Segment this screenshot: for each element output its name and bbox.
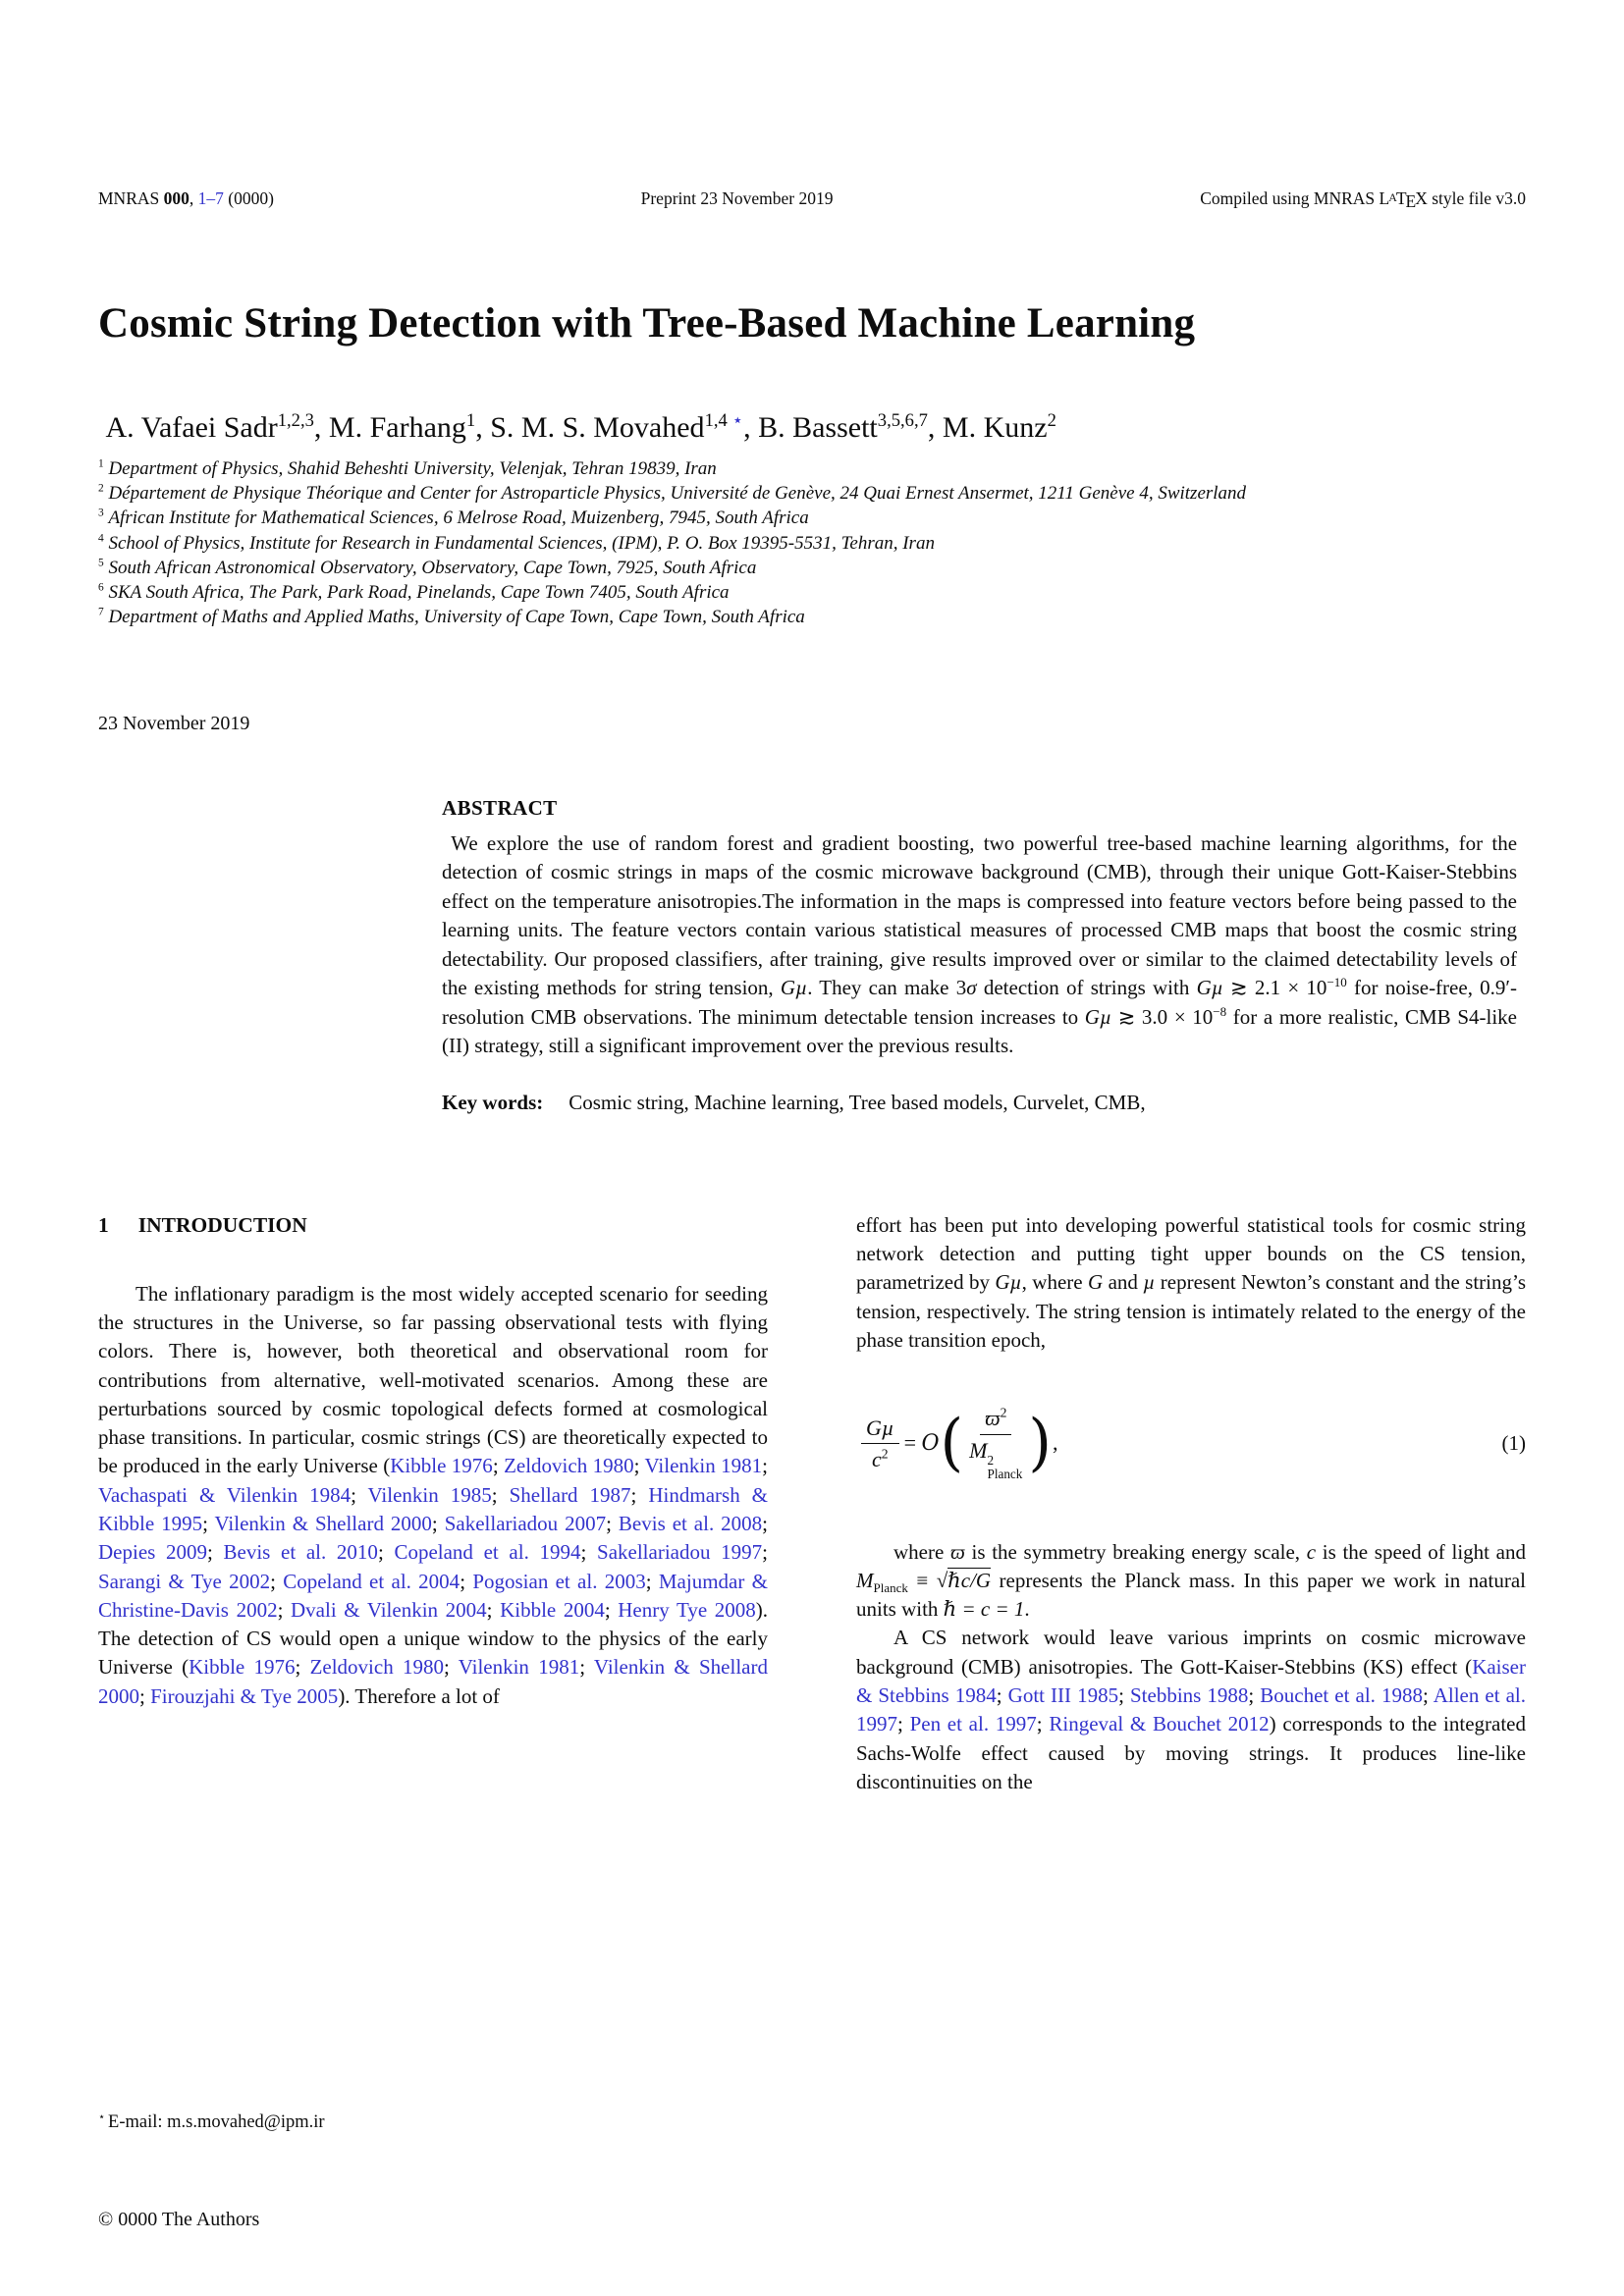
citation-link[interactable]: Kaiser & Stebbins 1984 bbox=[856, 1654, 1532, 1707]
column-left bbox=[98, 1211, 774, 1796]
intro-paragraph-right-3: A CS network would leave various imprints on cosmic microwave background (CMB) anisotropies. The Gott-Kaiser-Stebbins (KS) effect (Kaiser & Stebbins 1984; Gott III 1985; Stebbins 1988; Bouchet et al. 1988; Allen et al. 1997; Pen et al. 1997; Ringeval & Bouchet 2012) corresponds to the integrated Sachs-Wolfe effect caused by moving strings. It produces line-like discontinuities on the bbox=[856, 1626, 1532, 1793]
citation-link[interactable]: Vilenkin & Shellard 2000 bbox=[214, 1511, 432, 1535]
equation-body bbox=[856, 1402, 1058, 1484]
affiliations-list bbox=[98, 456, 1257, 630]
page-title: Cosmic String Detection with Tree-Based Machine Learning bbox=[98, 300, 1196, 347]
intro-paragraph-right-2: where ϖ is the symmetry breaking energy scale, c is the speed of light and $M_{Planck}$ ≡ √ℏc/G represents the Planck mass. In this paper we work in natural units with ℏ = c = 1. bbox=[856, 1539, 1532, 1622]
citation-link[interactable]: Hindmarsh & Kibble 1995 bbox=[98, 1482, 774, 1535]
citation-link[interactable]: Zeldovich 1980 bbox=[504, 1454, 634, 1478]
intro-paragraph-right-1: effort has been put into developing powerful statistical tools for cosmic string network detection and putting tight upper bounds on the CS tension, parametrized by Gµ, where G and µ represent Newton’s constant and the string’s tension, respectively. The string tension is intimately related to the energy of the phase transition epoch, bbox=[856, 1212, 1532, 1352]
citation-link[interactable]: Bouchet et al. 1988 bbox=[1260, 1682, 1423, 1707]
citation-link[interactable]: Majumdar & Christine-Davis 2002 bbox=[98, 1569, 774, 1622]
running-header bbox=[98, 188, 1526, 212]
close-paren: ) bbox=[1028, 1407, 1052, 1479]
citation-link[interactable]: Vilenkin 1985 bbox=[367, 1482, 492, 1507]
citation-link[interactable]: Kibble 2004 bbox=[500, 1597, 605, 1622]
fraction-rhs: $ϖ^2$ M 2 Planck bbox=[969, 1405, 1023, 1481]
citation-link[interactable]: Shellard 1987 bbox=[509, 1482, 631, 1507]
email-footnote: ⋆ E-mail: m.s.movahed@ipm.ir bbox=[98, 2110, 325, 2132]
affiliation: $^4$ School of Physics, Institute for Research in Fundamental Sciences, (IPM), P. O. Box 19395-5531, Tehran, Iran bbox=[98, 532, 935, 554]
keywords-label: Key words: bbox=[442, 1090, 544, 1114]
affiliation: $^7$ Department of Maths and Applied Maths, University of Cape Town, Cape Town, South Africa bbox=[98, 607, 805, 628]
two-column-body bbox=[98, 1211, 1532, 1796]
citation-link[interactable]: Dvali & Vilenkin 2004 bbox=[291, 1597, 487, 1622]
citation-link[interactable]: Firouzjahi & Tye 2005 bbox=[150, 1683, 339, 1708]
submission-date: 23 November 2019 bbox=[98, 712, 250, 734]
section-heading-introduction: 1 INTRODUCTION bbox=[98, 1212, 307, 1237]
citation-link[interactable]: Henry Tye 2008 bbox=[618, 1597, 756, 1622]
citation-link[interactable]: Gott III 1985 bbox=[1007, 1682, 1119, 1707]
citation-link[interactable]: Vilenkin 1981 bbox=[644, 1454, 763, 1478]
citation-link[interactable]: Vilenkin 1981 bbox=[458, 1655, 580, 1680]
keywords-text: Cosmic string, Machine learning, Tree based models, Curvelet, CMB, bbox=[568, 1090, 1146, 1114]
citation-link[interactable]: Stebbins 1988 bbox=[1129, 1682, 1249, 1707]
citation-link[interactable]: Depies 2009 bbox=[98, 1540, 207, 1565]
column-right bbox=[856, 1211, 1532, 1796]
abstract-heading: ABSTRACT bbox=[442, 795, 558, 820]
keywords-line bbox=[442, 1091, 1517, 1115]
abstract-body: We explore the use of random forest and gradient boosting, two powerful tree-based machine learning algorithms, for the detection of cosmic strings in maps of the cosmic microwave background (CMB), through their unique Gott-Kaiser-Stebbins effect on the temperature anisotropies.The information in the maps is compressed into feature vectors before being passed to the learning units. The feature vectors contain various statistical measures of processed CMB maps that boost the cosmic string detectability. Our proposed classifiers, after training, give results improved over or similar to the claimed detectability levels of the existing methods for string tension, Gµ. They can make 3σ detection of strings with Gµ ≳ $2.1 \times 10^{-10}$ for noise-free, 0.9′-resolution CMB observations. The minimum detectable tension increases to Gµ ≳ $3.0 \times 10^{-8}$ for a more realistic, CMB S4-like (II) strategy, still a significant improvement over the previous results. bbox=[442, 830, 1523, 1058]
citation-link[interactable]: Kibble 1976 bbox=[189, 1655, 296, 1680]
affiliation: $^5$ South African Astronomical Observatory, Observatory, Cape Town, 7925, South Africa bbox=[98, 557, 757, 578]
citation-link[interactable]: Bevis et al. 2010 bbox=[223, 1540, 378, 1565]
citation-link[interactable]: Vilenkin & Shellard 2000 bbox=[98, 1655, 774, 1708]
citation-link[interactable]: Sarangi & Tye 2002 bbox=[98, 1569, 271, 1593]
copyright-line: © 0000 The Authors bbox=[98, 2209, 260, 2230]
affiliation: $^1$ Department of Physics, Shahid Beheshti University, Velenjak, Tehran 19839, Iran bbox=[98, 457, 717, 479]
open-paren: ( bbox=[940, 1407, 964, 1479]
header-journal-ref: MNRAS 000, 1–7 (0000) bbox=[98, 188, 274, 208]
header-preprint-date: Preprint 23 November 2019 bbox=[640, 188, 834, 208]
citation-link[interactable]: Sakellariadou 2007 bbox=[444, 1511, 607, 1535]
equation-trailing-comma: , bbox=[1053, 1430, 1058, 1455]
abstract-section bbox=[442, 795, 1523, 1061]
citation-link[interactable]: Zeldovich 1980 bbox=[309, 1655, 444, 1680]
fraction-lhs: $\frac{\text{Gµ}}{c^2}$ bbox=[861, 1415, 899, 1472]
affiliation: $^3$ African Institute for Mathematical Sciences, 6 Melrose Road, Muizenberg, 7945, South Africa bbox=[98, 507, 809, 529]
citation-link[interactable]: 1–7 bbox=[197, 188, 224, 208]
citation-link[interactable]: Vachaspati & Vilenkin 1984 bbox=[98, 1482, 352, 1507]
affiliation: $^6$ SKA South Africa, The Park, Park Road, Pinelands, Cape Town 7405, South Africa bbox=[98, 581, 730, 604]
authors-line: A. Vafaei Sadr$^{1,2,3}$, M. Farhang$^1$, S. M. S. Movahed$^{1,4}$ ⋆, B. Bassett$^{3,5,6,7}$, M. Kunz$^2$ bbox=[98, 409, 1056, 444]
citation-link[interactable]: Allen et al. 1997 bbox=[856, 1682, 1532, 1736]
citation-link[interactable]: Ringeval & Bouchet 2012 bbox=[1049, 1712, 1270, 1736]
citation-link[interactable]: Pen et al. 1997 bbox=[909, 1712, 1037, 1736]
citation-link[interactable]: Kibble 1976 bbox=[390, 1454, 493, 1478]
header-compiled-note: Compiled using MNRAS LATEX style file v3.0 bbox=[1200, 188, 1526, 212]
equation-number: (1) bbox=[1501, 1430, 1526, 1455]
citation-link[interactable]: Pogosian et al. 2003 bbox=[472, 1569, 646, 1593]
citation-link[interactable]: Bevis et al. 2008 bbox=[618, 1511, 763, 1535]
equation-relation: = O bbox=[903, 1429, 940, 1456]
affiliation: $^2$ Département de Physique Théorique and Center for Astroparticle Physics, Université de Genève, 24 Quai Ernest Ansermet, 1211 Genève 4, Switzerland bbox=[98, 482, 1247, 505]
citation-link[interactable]: ⋆ bbox=[731, 409, 744, 431]
equation-1 bbox=[856, 1402, 1526, 1484]
intro-paragraph-left: The inflationary paradigm is the most widely accepted scenario for seeding the structures in the Universe, so far passing observational tests with flying colors. There is, however, both theoretical and observational room for contributions from alternative, well-motivated scenarios. Among these are perturbations sourced by cosmic topological defects formed at cosmological phase transitions. In particular, cosmic strings (CS) are theoretically expected to be produced in the early Universe (Kibble 1976; Zeldovich 1980; Vilenkin 1981; Vachaspati & Vilenkin 1984; Vilenkin 1985; Shellard 1987; Hindmarsh & Kibble 1995; Vilenkin & Shellard 2000; Sakellariadou 2007; Bevis et al. 2008; Depies 2009; Bevis et al. 2010; Copeland et al. 1994; Sakellariadou 1997; Sarangi & Tye 2002; Copeland et al. 2004; Pogosian et al. 2003; Majumdar & Christine-Davis 2002; Dvali & Vilenkin 2004; Kibble 2004; Henry Tye 2008). The detection of CS would open a unique window to the physics of the early Universe (Kibble 1976; Zeldovich 1980; Vilenkin 1981; Vilenkin & Shellard 2000; Firouzjahi & Tye 2005). Therefore a lot of bbox=[98, 1281, 774, 1708]
citation-link[interactable]: Copeland et al. 1994 bbox=[394, 1540, 581, 1565]
citation-link[interactable]: Copeland et al. 2004 bbox=[283, 1569, 460, 1593]
citation-link[interactable]: Sakellariadou 1997 bbox=[597, 1540, 763, 1565]
